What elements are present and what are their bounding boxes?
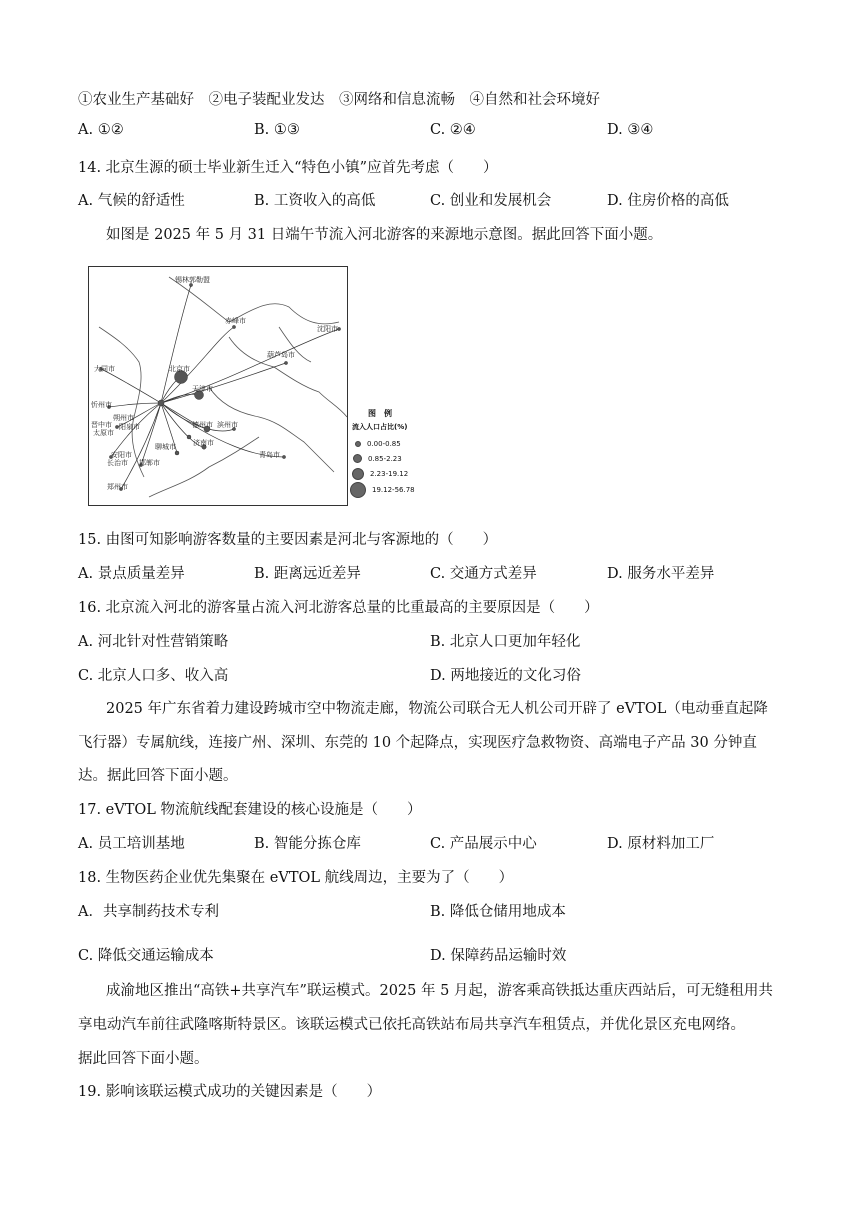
city-label-huludao: 葫芦岛市 <box>267 351 295 359</box>
q16-option-b[interactable]: B. 北京人口更加年轻化 <box>430 634 581 650</box>
city-label-handan: 邯郸市 <box>139 459 160 467</box>
city-label-datong: 大同市 <box>94 365 115 373</box>
city-label-liaocheng: 聊城市 <box>155 443 176 451</box>
legend-dot <box>352 468 364 480</box>
q14-option-c[interactable]: C. 创业和发展机会 <box>430 193 552 209</box>
q14-option-a[interactable]: A. 气候的舒适性 <box>78 193 185 209</box>
q13-option-b[interactable]: B. ①③ <box>254 122 300 138</box>
q18-option-c[interactable]: C. 降低交通运输成本 <box>78 948 214 964</box>
city-label-jinan: 济南市 <box>193 439 214 447</box>
chengyu-intro-line-3: 据此回答下面小题。 <box>78 1051 209 1067</box>
q18-option-b[interactable]: B. 降低仓储用地成本 <box>430 904 566 920</box>
q15-option-d[interactable]: D. 服务水平差异 <box>607 566 715 582</box>
q18-option-a[interactable]: A．共享制药技术专利 <box>78 904 219 920</box>
map-legend <box>352 408 415 499</box>
q17-option-a[interactable]: A. 员工培训基地 <box>78 836 185 852</box>
q18-option-d[interactable]: D. 保障药品运输时效 <box>430 948 567 964</box>
evtol-intro-line-2: 飞行器）专属航线，连接广州、深圳、东莞的 10 个起降点，实现医疗急救物资、高端电子产品 30 分钟直 <box>78 735 757 751</box>
q15-option-b[interactable]: B. 距离远近差异 <box>254 566 361 582</box>
q17-option-d[interactable]: D. 原材料加工厂 <box>607 836 715 852</box>
q13-option-c[interactable]: C. ②④ <box>430 122 476 138</box>
chengyu-intro-line-2: 享电动汽车前往武隆喀斯特景区。该联运模式已依托高铁站布局共享汽车租赁点，并优化景区充电网络。 <box>78 1017 745 1033</box>
q13-option-a[interactable]: A. ①② <box>78 122 124 138</box>
legend-dot <box>353 454 362 463</box>
city-label-jinzhong: 晋中市 <box>91 421 112 429</box>
legend-subtitle: 流入人口占比(%) <box>352 423 408 431</box>
question-17: 17. eVTOL 物流航线配套建设的核心设施是（ ） <box>78 802 422 818</box>
city-label-changzhi: 长治市 <box>107 459 128 467</box>
question-14: 14. 北京生源的硕士毕业新生迁入“特色小镇”应首先考虑（ ） <box>78 160 498 176</box>
q16-option-d[interactable]: D. 两地接近的文化习俗 <box>430 668 581 684</box>
q16-option-c[interactable]: C. 北京人口多、收入高 <box>78 668 229 684</box>
city-label-binzhou: 滨州市 <box>217 421 238 429</box>
city-label-xilinguole: 锡林郭勒盟 <box>175 276 210 284</box>
map-intro: 如图是 2025 年 5 月 31 日端午节流入河北游客的来源地示意图。据此回答下面小题。 <box>106 227 663 243</box>
q13-option-d[interactable]: D. ③④ <box>607 122 654 138</box>
q17-option-c[interactable]: C. 产品展示中心 <box>430 836 537 852</box>
city-label-dezhou: 德州市 <box>192 421 213 429</box>
legend-item: 0.85-2.23 <box>352 451 415 466</box>
legend-item: 19.12-56.78 <box>352 481 415 499</box>
line-options-list: ①农业生产基础好 ②电子装配业发达 ③网络和信息流畅 ④自然和社会环境好 <box>78 92 600 108</box>
q16-option-a[interactable]: A. 河北针对性营销策略 <box>78 634 229 650</box>
legend-title: 图 例 <box>368 409 392 418</box>
chengyu-intro-line-1: 成渝地区推出“高铁+共享汽车”联运模式。2025 年 5 月起，游客乘高铁抵达重庆西站后，可无缝租用共 <box>106 983 773 999</box>
legend-dot <box>350 482 366 498</box>
city-label-anyang: 安阳市 <box>111 451 132 459</box>
question-18: 18. 生物医药企业优先集聚在 eVTOL 航线周边，主要为了（ ） <box>78 870 514 886</box>
legend-item: 2.23-19.12 <box>352 466 415 481</box>
question-16: 16. 北京流入河北的游客量占流入河北游客总量的比重最高的主要原因是（ ） <box>78 600 599 616</box>
city-label-shuozhou: 朔州市 <box>113 414 134 422</box>
q15-option-a[interactable]: A. 景点质量差异 <box>78 566 185 582</box>
q15-option-c[interactable]: C. 交通方式差异 <box>430 566 537 582</box>
map-svg <box>89 267 347 505</box>
tourist-source-map <box>88 266 348 506</box>
question-15: 15. 由图可知影响游客数量的主要因素是河北与客源地的（ ） <box>78 532 498 548</box>
q17-option-b[interactable]: B. 智能分拣仓库 <box>254 836 361 852</box>
question-19: 19. 影响该联运模式成功的关键因素是（ ） <box>78 1084 382 1100</box>
city-label-tianjin: 天津市 <box>192 385 213 393</box>
evtol-intro-line-3: 达。据此回答下面小题。 <box>78 768 238 784</box>
city-label-taiyuan: 太原市 <box>93 429 114 437</box>
city-label-shenyang: 沈阳市 <box>317 325 338 333</box>
city-label-yangquan: 阳泉市 <box>119 423 140 431</box>
city-label-beijing: 北京市 <box>169 365 190 373</box>
q14-option-b[interactable]: B. 工资收入的高低 <box>254 193 376 209</box>
evtol-intro-line-1: 2025 年广东省着力建设跨城市空中物流走廊，物流公司联合无人机公司开辟了 eVTOL（电动垂直起降 <box>106 701 768 717</box>
q14-option-d[interactable]: D. 住房价格的高低 <box>607 193 729 209</box>
legend-dot <box>355 441 361 447</box>
city-label-zhengzhou: 郑州市 <box>107 483 128 491</box>
legend-item: 0.00-0.85 <box>352 436 415 451</box>
city-label-xinzhou: 忻州市 <box>91 401 112 409</box>
city-label-chifeng: 赤峰市 <box>225 317 246 325</box>
city-label-qingdao: 青岛市 <box>259 451 280 459</box>
